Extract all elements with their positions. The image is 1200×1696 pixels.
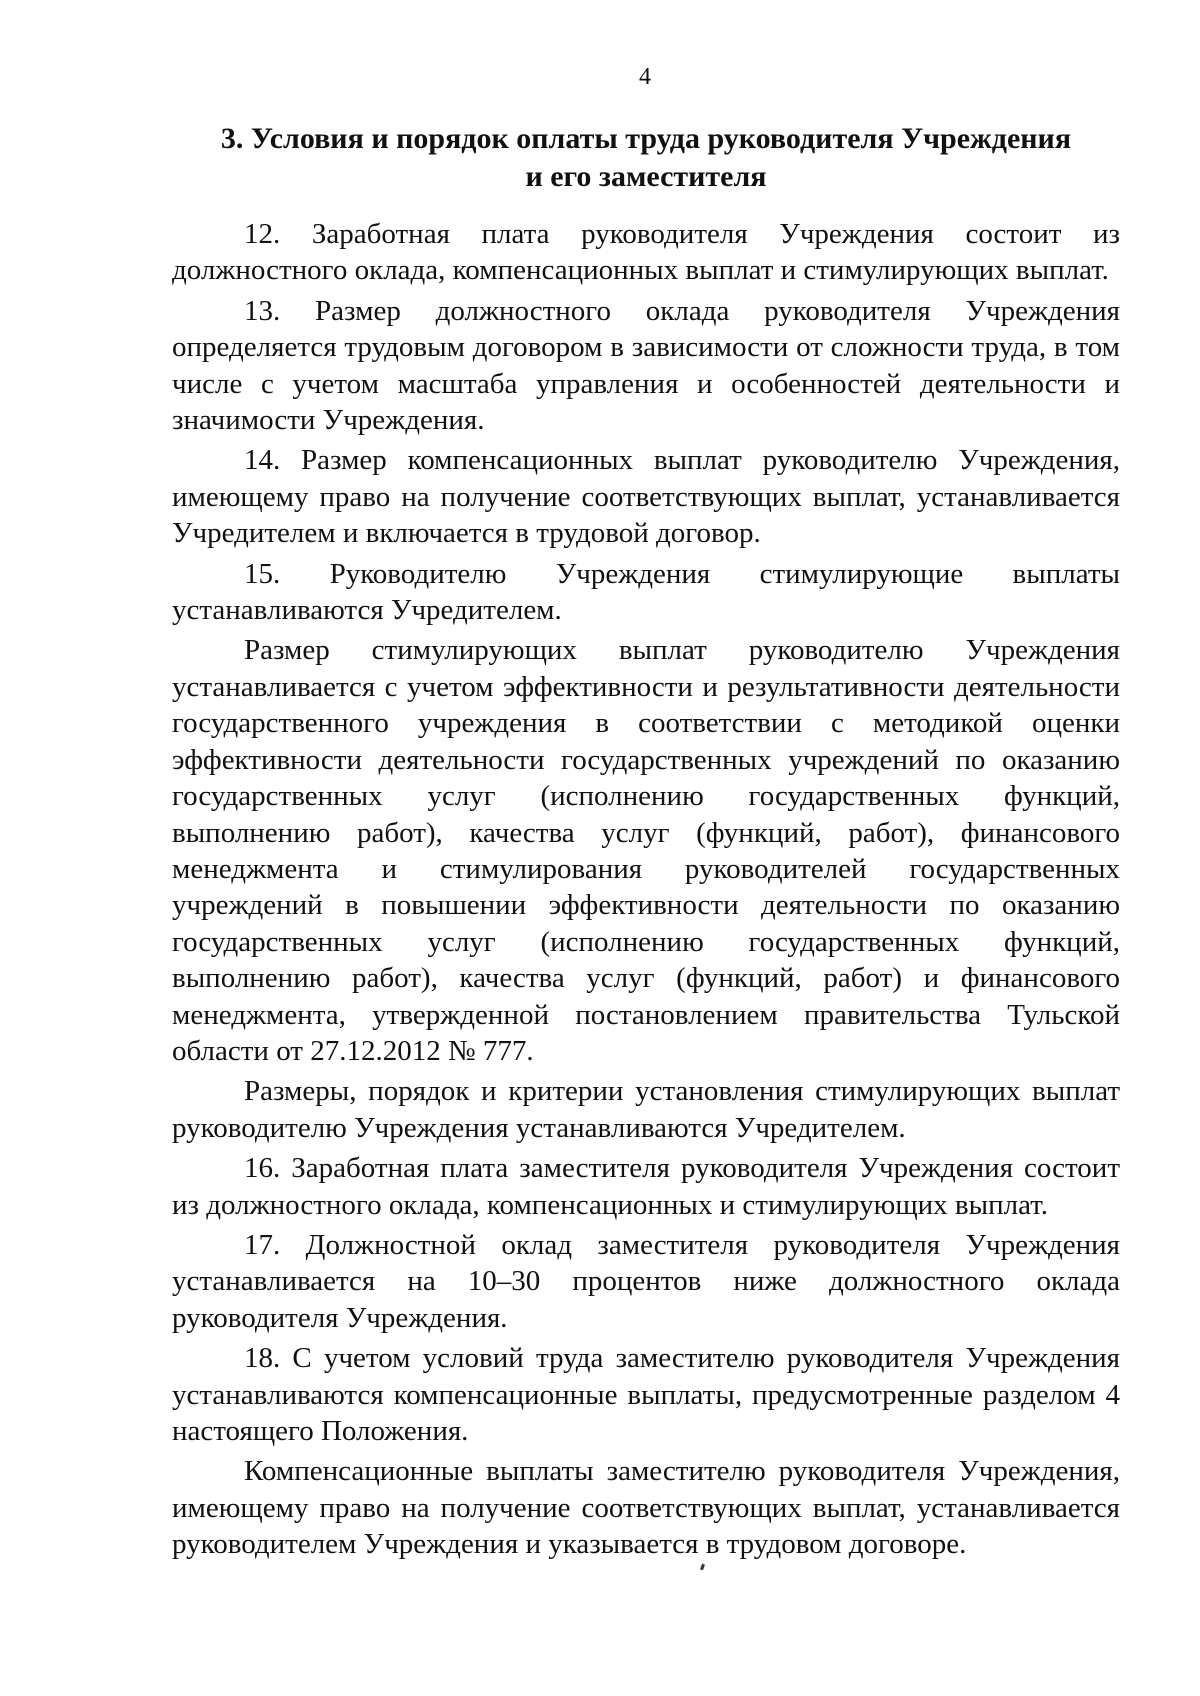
- paragraph-17: 17. Должностной оклад заместителя руководителя Учреждения устанавливается на 10–30 процентов ниже должностного оклада руководителя Учреждения.: [172, 1228, 1120, 1334]
- paragraph-18-compensation: Компенсационные выплаты заместителю руководителя Учреждения, имеющему право на получение соответствующих выплат, устанавливается руководителем Учреждения и указывается в трудовом договоре.: [172, 1455, 1120, 1561]
- paragraph-14: 14. Размер компенсационных выплат руководителю Учреждения, имеющему право на получение соответствующих выплат, устанавливается Учредителем и включается в трудовой договор.: [172, 444, 1120, 550]
- paragraph-15-incentive-criteria: Размеры, порядок и критерии установления стимулирующих выплат руководителю Учреждения устанавливаются Учредителем.: [172, 1075, 1120, 1144]
- paragraph-15-incentive-size: Размер стимулирующих выплат руководителю Учреждения устанавливается с учетом эффективности и результативности деятельности государственного учреждения в соответствии с методикой оценки эффективности деятельности государственных учреждений по оказанию государственных услуг (исполнению государственных функций, выполнению работ), качества услуг (функций, работ), финансового менеджмента и стимулирования руководителей государственных учреждений в повышении эффективности деятельности по оказанию государственных услуг (исполнению государственных функций, выполнению работ), качества услуг (функций, работ) и финансового менеджмента, утвержденной постановлением правительства Тульской области от 27.12.2012 № 777.: [172, 634, 1120, 1067]
- scan-mark: [700, 1564, 705, 1571]
- paragraph-13: 13. Размер должностного оклада руководителя Учреждения определяется трудовым договором в зависимости от сложности труда, в том числе с учетом масштаба управления и особенностей деятельности и значимости Учреждения.: [172, 294, 1120, 437]
- section-heading-line-2: и его заместителя: [525, 160, 767, 193]
- section-heading: [172, 120, 1120, 196]
- section-heading-line-1: 3. Условия и порядок оплаты труда руководителя Учреждения: [220, 122, 1072, 155]
- paragraph-18: 18. С учетом условий труда заместителю руководителя Учреждения устанавливаются компенсационные выплаты, предусмотренные разделом 4 настоящего Положения.: [172, 1342, 1120, 1447]
- paragraph-15: 15. Руководителю Учреждения стимулирующие выплаты устанавливаются Учредителем.: [172, 557, 1120, 627]
- page-number: 4: [639, 64, 651, 90]
- paragraph-16: 16. Заработная плата заместителя руководителя Учреждения состоит из должностного оклада, компенсационных и стимулирующих выплат.: [172, 1152, 1120, 1221]
- paragraph-12: 12. Заработная плата руководителя Учреждения состоит из должностного оклада, компенсационных выплат и стимулирующих выплат.: [172, 218, 1120, 287]
- section-body: [172, 216, 1120, 1563]
